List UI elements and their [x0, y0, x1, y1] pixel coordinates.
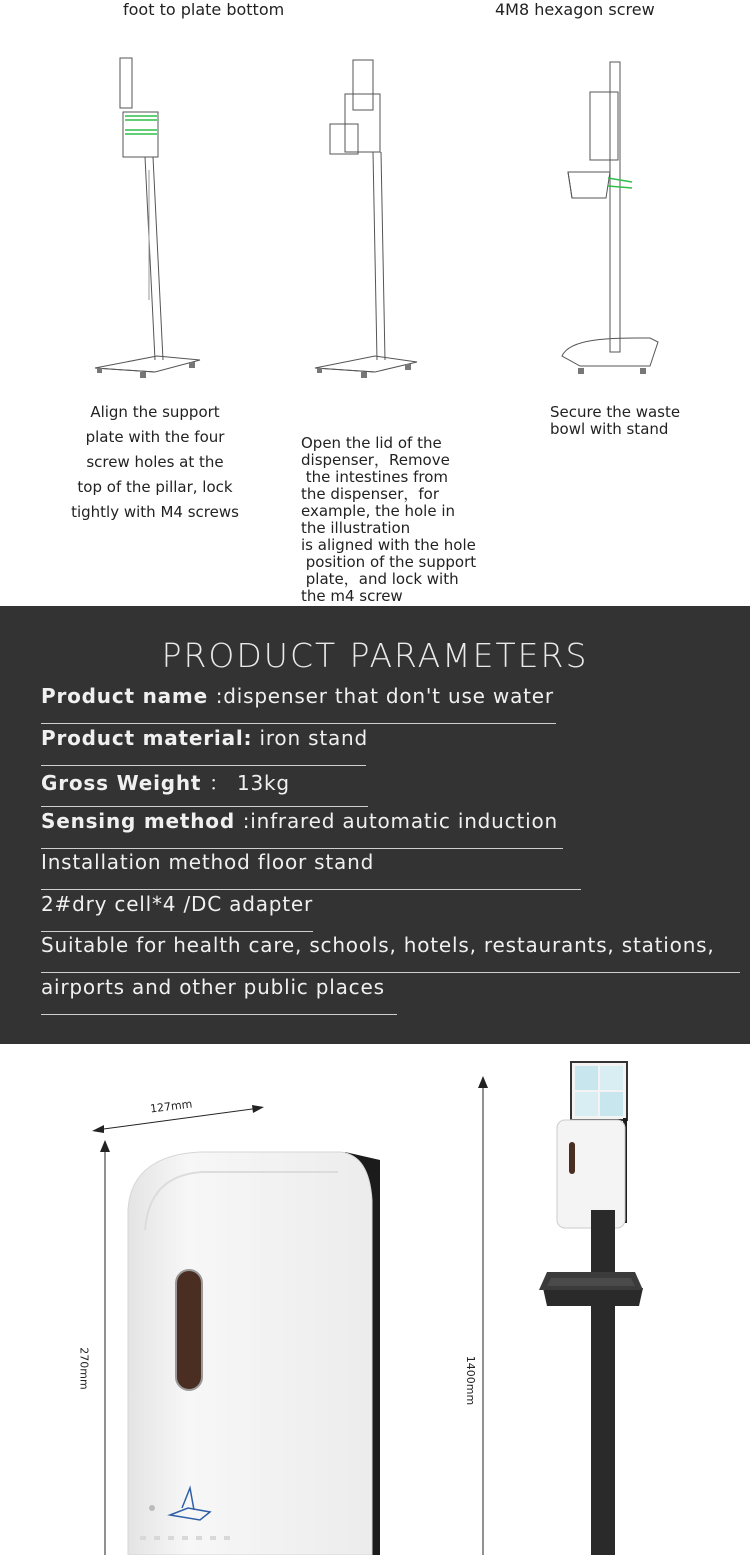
param-value: iron stand: [252, 726, 368, 750]
param-label: Sensing method: [41, 809, 243, 833]
param-row-product-name: [41, 684, 556, 724]
caption-hexagon-screw: 4M8 hexagon screw: [495, 0, 655, 19]
green-alignment-marks: [125, 116, 157, 134]
param-value: Suitable for health care, schools, hotels, restaurants, stations,: [41, 933, 715, 957]
param-value: 2#dry cell*4 /DC adapter: [41, 892, 314, 916]
param-value: ： 13kg: [209, 771, 290, 795]
param-value: :dispenser that don't use water: [215, 684, 554, 708]
param-row-weight: [41, 767, 368, 807]
stand-height-label: 1400mm: [464, 1355, 478, 1406]
step-1-text: Align the support plate with the four screw holes at the top of the pillar, lock tightly with M4 screws: [71, 403, 239, 521]
width-label: 127mm: [149, 1097, 194, 1116]
param-value: airports and other public places: [41, 975, 385, 999]
height-arrow: [98, 1140, 112, 1555]
sensor-window: [176, 1270, 202, 1390]
param-row-installation: [41, 850, 581, 890]
param-row-material: [41, 726, 366, 766]
param-row-suitable: [41, 933, 740, 973]
stand-image: [535, 1060, 650, 1555]
param-label: Product name: [41, 684, 216, 708]
param-row-power: [41, 892, 313, 932]
illustration-step-1: [85, 50, 215, 385]
height-label: 270mm: [77, 1347, 91, 1390]
param-label: Product material:: [41, 726, 253, 750]
illustration-step-3: [550, 50, 670, 385]
waste-bowl: [543, 1288, 643, 1306]
step-2-text: Open the lid of the dispenser，Remove the intestines from the dispenser，for example, the hole in the illustration is aligned with the hole position of the support plate，and lock with the m4 screw: [301, 434, 477, 605]
param-value: :infrared automatic induction: [242, 809, 558, 833]
caption-foot-to-plate: foot to plate bottom: [123, 0, 285, 19]
param-row-sensing: [41, 809, 563, 849]
dispenser-image: [90, 1090, 390, 1555]
param-row-places: [41, 975, 397, 1015]
params-title: PRODUCT PARAMETERS: [161, 636, 589, 675]
step-3-text: Secure the waste bowl with stand: [550, 403, 681, 438]
param-value: Installation method floor stand: [41, 850, 375, 874]
product-parameters-panel: [0, 606, 750, 1044]
stand-height-arrow: [476, 1076, 490, 1555]
illustration-step-2: [305, 50, 435, 385]
param-label: Gross Weight: [41, 771, 210, 795]
